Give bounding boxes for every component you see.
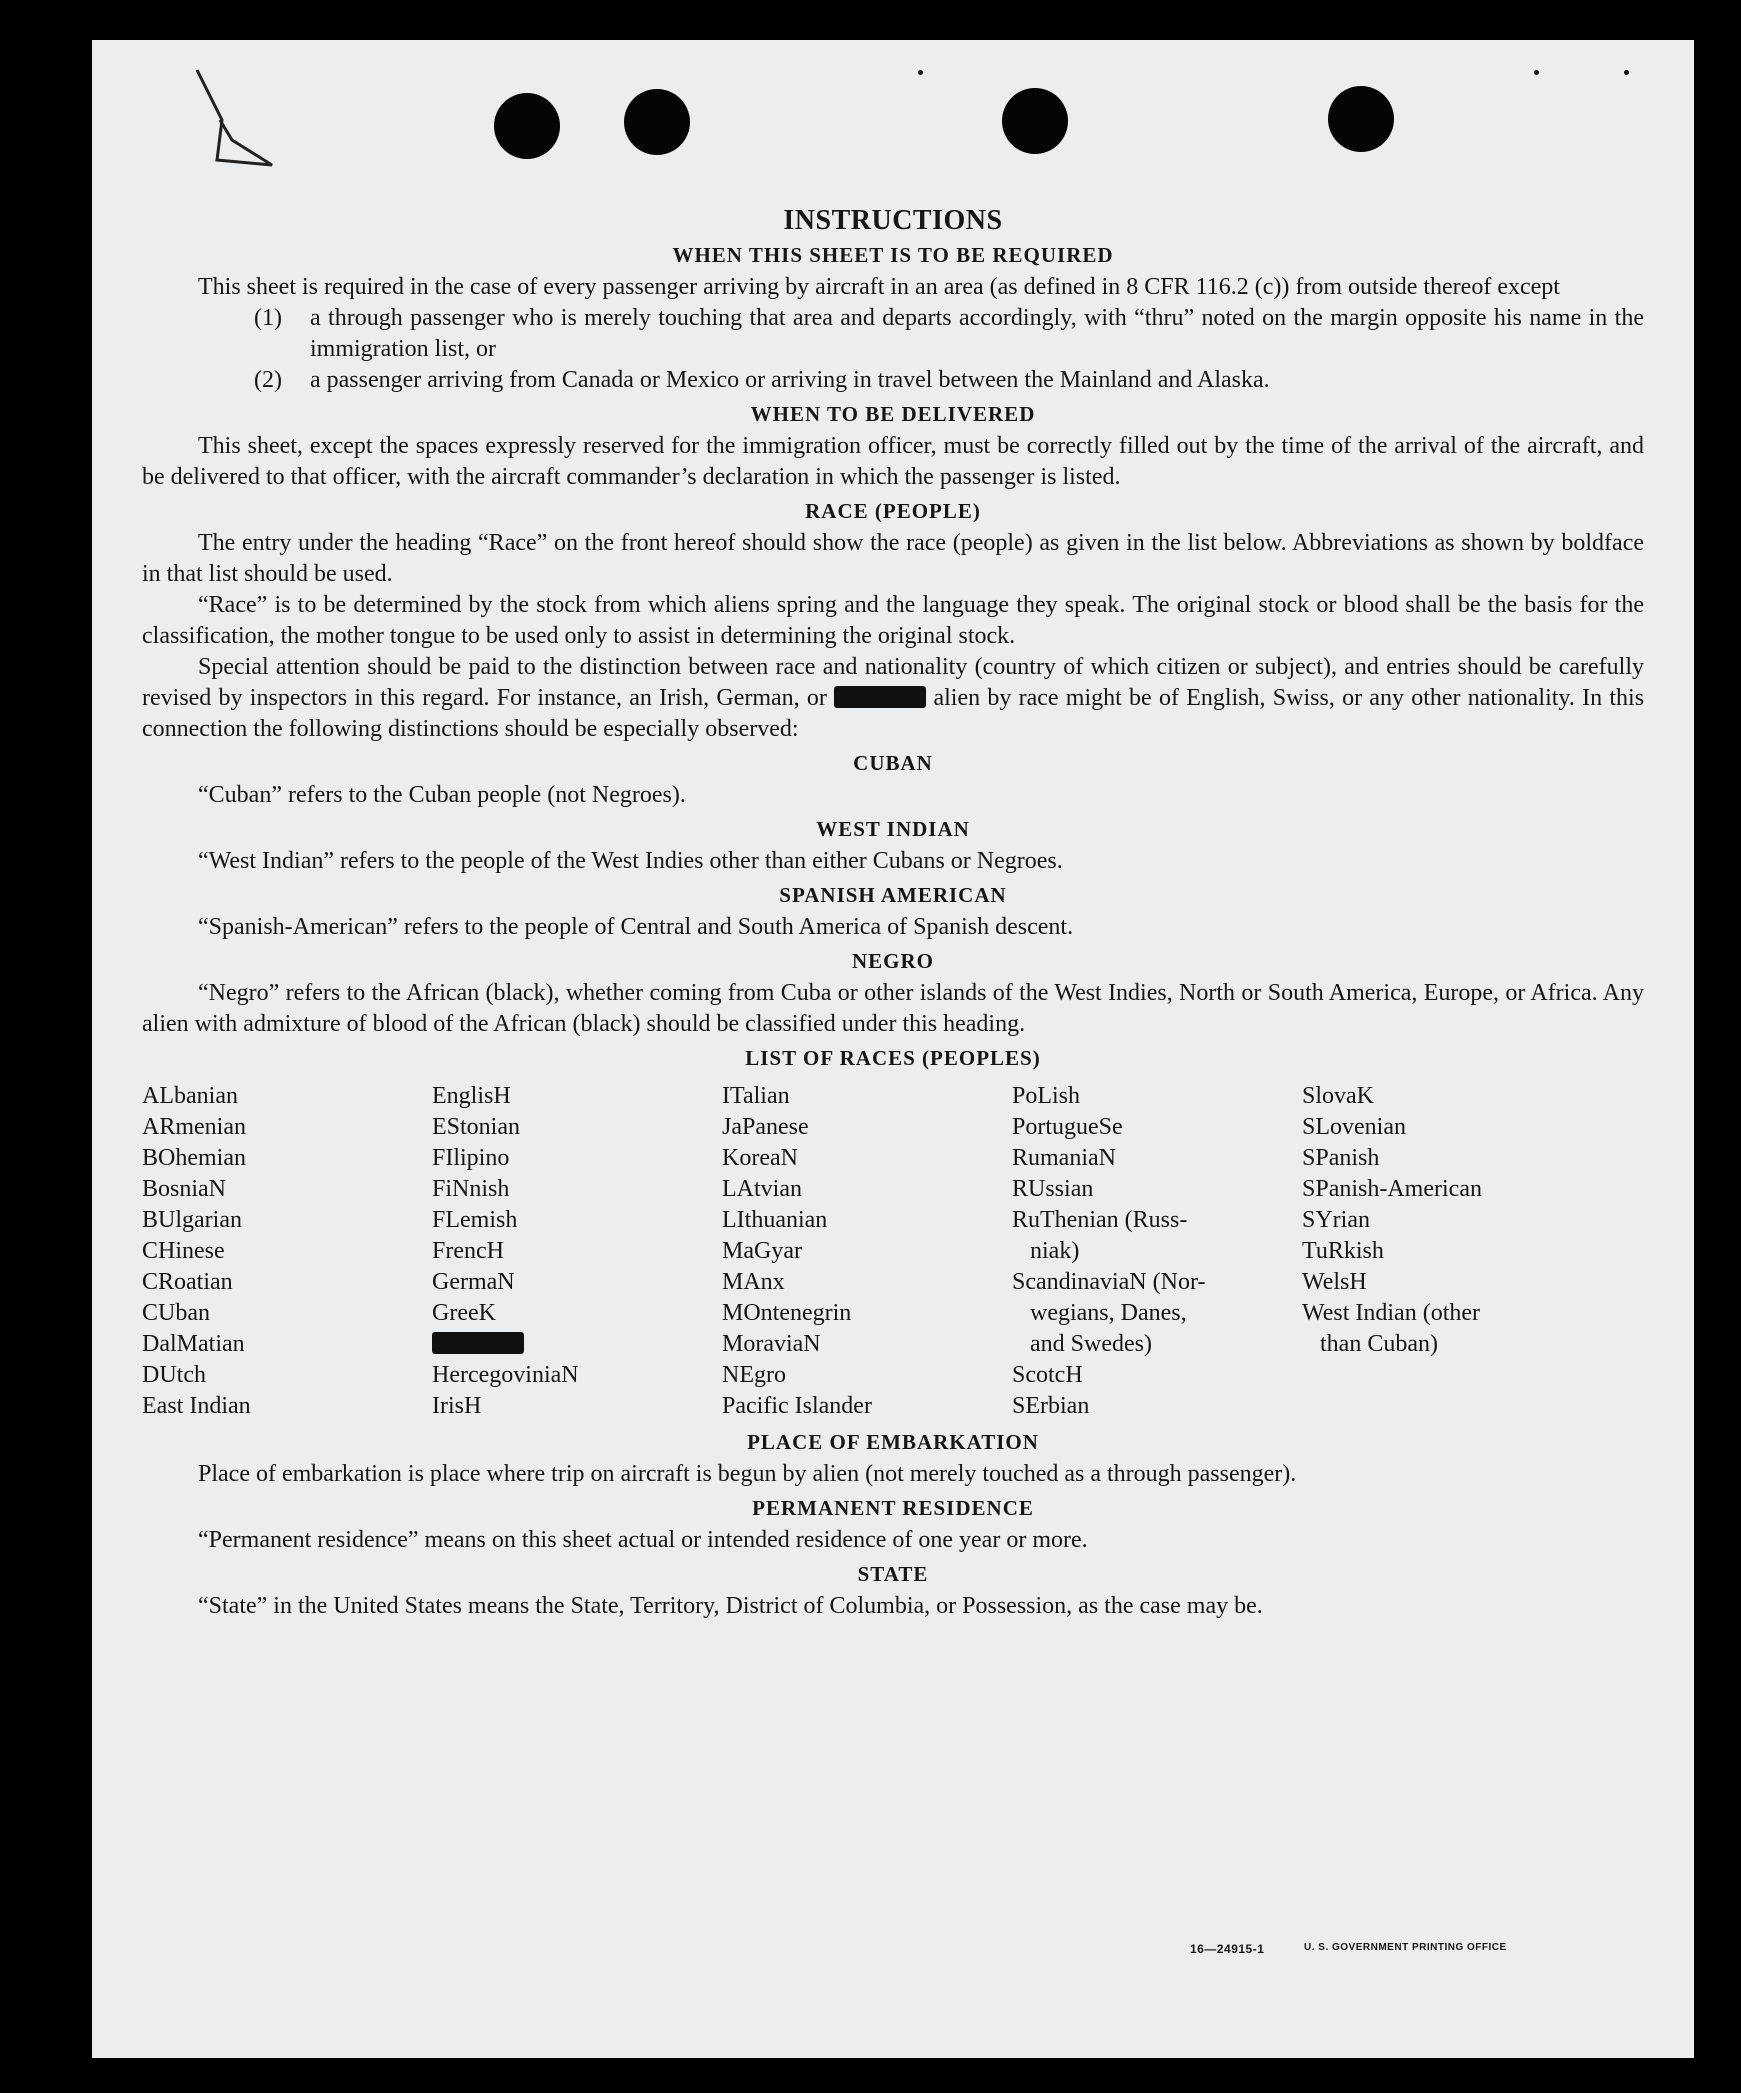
race-entry: BosniaN	[142, 1176, 226, 1202]
race-paragraph-3-end: alien by race might be of English, Swiss, or any other nationality. In this connection the following distinctions should be especially observed:	[142, 685, 1645, 742]
race-list	[142, 1081, 1644, 1422]
west-indian-text: “West Indian” refers to the people of the West Indies other than either Cubans or Negroes.	[198, 848, 1063, 874]
heading-west-indian: WEST INDIAN	[816, 817, 970, 841]
race-entry: MOntenegrin	[722, 1300, 852, 1326]
race-entry: DUtch	[142, 1362, 206, 1388]
heading-race: RACE (PEOPLE)	[805, 499, 981, 523]
heading-residence: PERMANENT RESIDENCE	[752, 1496, 1034, 1520]
form-code: 16—24915-1	[1190, 1942, 1265, 1956]
race-entry: BUlgarian	[142, 1207, 242, 1233]
page-title: INSTRUCTIONS	[783, 205, 1003, 236]
race-column-5	[1302, 1081, 1562, 1422]
race-entry: FiNnish	[432, 1176, 510, 1202]
exception-text: a through passenger who is merely touching that area and departs accordingly, with “thru” noted on the margin opposite his name in the immigration list, or	[310, 305, 1644, 362]
race-entry: NEgro	[722, 1362, 786, 1388]
race-entry: MaGyar	[722, 1238, 802, 1264]
race-entry: MoraviaN	[722, 1331, 821, 1357]
race-paragraph-3	[142, 652, 1644, 745]
punch-hole	[624, 89, 690, 155]
printer-imprint: U. S. GOVERNMENT PRINTING OFFICE	[1304, 1942, 1507, 1953]
race-entry: HercegoviniaN	[432, 1362, 579, 1388]
race-entry: FLemish	[432, 1207, 518, 1233]
speck	[1534, 70, 1539, 75]
race-entry	[432, 1329, 722, 1360]
state-text: “State” in the United States means the State, Territory, District of Columbia, or Possession, as the case may be.	[198, 1593, 1263, 1619]
punch-hole	[494, 93, 560, 159]
race-entry: than Cuban)	[1302, 1331, 1438, 1357]
exception-item	[142, 303, 1644, 365]
heading-when-delivered: WHEN TO BE DELIVERED	[750, 402, 1036, 426]
redaction-mark	[432, 1332, 524, 1354]
race-entry: CRoatian	[142, 1269, 233, 1295]
race-paragraph-1: The entry under the heading “Race” on the front hereof should show the race (people) as given in the list below. Abbreviations as shown by boldface in that list should be used.	[142, 530, 1644, 587]
punch-hole	[1002, 88, 1068, 154]
exception-text: a passenger arriving from Canada or Mexico or arriving in travel between the Mainland and Alaska.	[310, 367, 1270, 393]
race-entry: KoreaN	[722, 1145, 798, 1171]
residence-text: “Permanent residence” means on this sheet actual or intended residence of one year or more.	[198, 1527, 1088, 1553]
race-entry: SYrian	[1302, 1207, 1370, 1233]
heading-embarkation: PLACE OF EMBARKATION	[747, 1430, 1039, 1454]
race-entry: DalMatian	[142, 1331, 245, 1357]
race-entry: MAnx	[722, 1269, 785, 1295]
heading-state: STATE	[857, 1562, 929, 1586]
race-entry: SLovenian	[1302, 1114, 1406, 1140]
cuban-text: “Cuban” refers to the Cuban people (not Negroes).	[198, 782, 686, 808]
race-column-1	[142, 1081, 432, 1422]
race-entry: ScotcH	[1012, 1362, 1083, 1388]
race-entry: GreeK	[432, 1300, 496, 1326]
race-entry: CHinese	[142, 1238, 225, 1264]
when-required-intro: This sheet is required in the case of every passenger arriving by aircraft in an area (as defined in 8 CFR 116.2 (c)) from outside thereof except	[198, 274, 1560, 300]
race-entry: and Swedes)	[1012, 1331, 1152, 1357]
race-entry: ALbanian	[142, 1083, 238, 1109]
race-entry: PoLish	[1012, 1083, 1081, 1109]
race-entry: SPanish-American	[1302, 1176, 1482, 1202]
document-page	[92, 40, 1694, 2058]
heading-list-of-races: LIST OF RACES (PEOPLES)	[745, 1046, 1041, 1070]
redaction-mark	[834, 686, 926, 708]
when-delivered-text: This sheet, except the spaces expressly reserved for the immigration officer, must be correctly filled out by the time of the arrival of the aircraft, and be delivered to that officer, with the aircraft commander’s declaration in which the passenger is listed.	[142, 433, 1644, 490]
race-column-2	[432, 1081, 722, 1422]
race-entry: JaPanese	[722, 1114, 809, 1140]
race-column-3	[722, 1081, 1012, 1422]
race-entry: ARmenian	[142, 1114, 246, 1140]
race-entry: LIthuanian	[722, 1207, 828, 1233]
race-entry: RuThenian (Russ-	[1012, 1207, 1188, 1233]
race-entry: FrencH	[432, 1238, 504, 1264]
race-entry: wegians, Danes,	[1012, 1300, 1187, 1326]
heading-when-required: WHEN THIS SHEET IS TO BE REQUIRED	[672, 243, 1114, 267]
exception-number: (2)	[254, 367, 282, 393]
heading-spanish-american: SPANISH AMERICAN	[779, 883, 1007, 907]
race-entry: PortugueSe	[1012, 1114, 1123, 1140]
heading-negro: NEGRO	[851, 949, 934, 973]
race-entry: East Indian	[142, 1393, 251, 1419]
race-column-4	[1012, 1081, 1302, 1422]
race-entry: ScandinaviaN (Nor-	[1012, 1269, 1206, 1295]
race-paragraph-2: “Race” is to be determined by the stock from which aliens spring and the language they speak. The original stock or blood shall be the basis for the classification, the mother tongue to be used only to assist in determining the original stock.	[142, 592, 1644, 649]
race-entry: WelsH	[1302, 1269, 1367, 1295]
exception-number: (1)	[254, 305, 282, 331]
embarkation-text: Place of embarkation is place where trip on aircraft is begun by alien (not merely touched as a through passenger).	[198, 1461, 1297, 1487]
race-entry: ITalian	[722, 1083, 790, 1109]
instructions-body	[142, 165, 1644, 1622]
race-entry: RumaniaN	[1012, 1145, 1116, 1171]
race-entry: EnglisH	[432, 1083, 511, 1109]
race-entry: RUssian	[1012, 1176, 1094, 1202]
race-entry: BOhemian	[142, 1145, 246, 1171]
race-entry: SErbian	[1012, 1393, 1090, 1419]
race-entry: IrisH	[432, 1393, 482, 1419]
race-entry: SlovaK	[1302, 1083, 1374, 1109]
exception-item	[142, 365, 1644, 396]
race-paragraph-3-start: Special attention should be paid to the distinction between race and nationality (country of which citizen or subject), and entries should be carefully revised by inspectors in this regard. For instance, an Irish, German, or	[142, 654, 1644, 711]
race-entry: niak)	[1012, 1238, 1080, 1264]
race-entry: Pacific Islander	[722, 1393, 872, 1419]
race-entry: West Indian (other	[1302, 1300, 1481, 1326]
spanish-american-text: “Spanish-American” refers to the people of Central and South America of Spanish descent.	[198, 914, 1074, 940]
race-entry: SPanish	[1302, 1145, 1380, 1171]
race-entry: FIlipino	[432, 1145, 510, 1171]
race-entry: TuRkish	[1302, 1238, 1384, 1264]
race-entry: LAtvian	[722, 1176, 802, 1202]
race-entry: GermaN	[432, 1269, 515, 1295]
speck	[918, 70, 923, 75]
punch-hole	[1328, 86, 1394, 152]
race-entry: EStonian	[432, 1114, 520, 1140]
heading-cuban: CUBAN	[853, 751, 933, 775]
negro-text: “Negro” refers to the African (black), whether coming from Cuba or other islands of the West Indies, North or South America, Europe, or Africa. Any alien with admixture of blood of the African (black) should be classified under this heading.	[142, 980, 1644, 1037]
speck	[1624, 70, 1629, 75]
race-entry: CUban	[142, 1300, 210, 1326]
